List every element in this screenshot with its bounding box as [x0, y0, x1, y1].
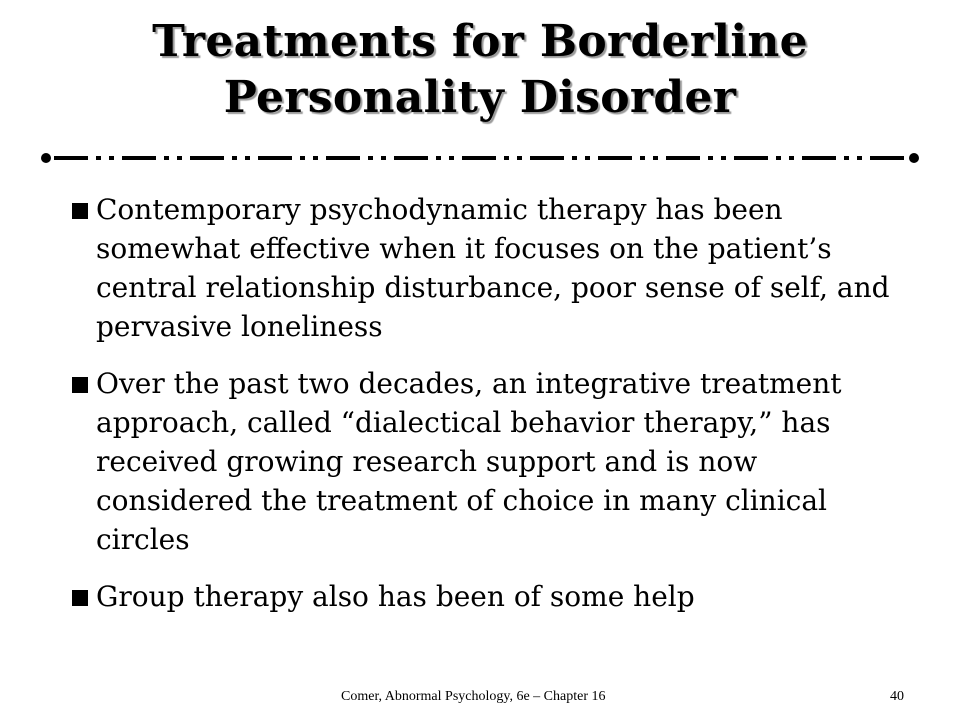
bullet-item: [72, 577, 902, 616]
square-bullet-icon: [72, 590, 88, 606]
bullet-item: [72, 190, 902, 346]
divider-left-dot: [41, 153, 51, 163]
slide-title: Treatments for Borderline Personality Disorder: [152, 16, 808, 123]
bullet-item: [72, 364, 902, 559]
page-number: 40: [890, 689, 904, 704]
title-divider: [38, 150, 922, 166]
bullet-text: Group therapy also has been of some help: [96, 580, 695, 613]
divider-right-dot: [909, 153, 919, 163]
slide-footer: [0, 689, 960, 711]
square-bullet-icon: [72, 203, 88, 219]
square-bullet-icon: [72, 377, 88, 393]
bullet-list: [72, 190, 902, 634]
footer-citation: Comer, Abnormal Psychology, 6e – Chapter 16: [341, 689, 606, 704]
bullet-text: Contemporary psychodynamic therapy has been somewhat effective when it focuses on the patient’s central relationship disturbance, poor sense of self, and pervasive loneliness: [96, 193, 890, 343]
bullet-text: Over the past two decades, an integrative treatment approach, called “dialectical behavior therapy,” has received growing research support and is now considered the treatment of choice in many clinical circles: [96, 367, 842, 556]
